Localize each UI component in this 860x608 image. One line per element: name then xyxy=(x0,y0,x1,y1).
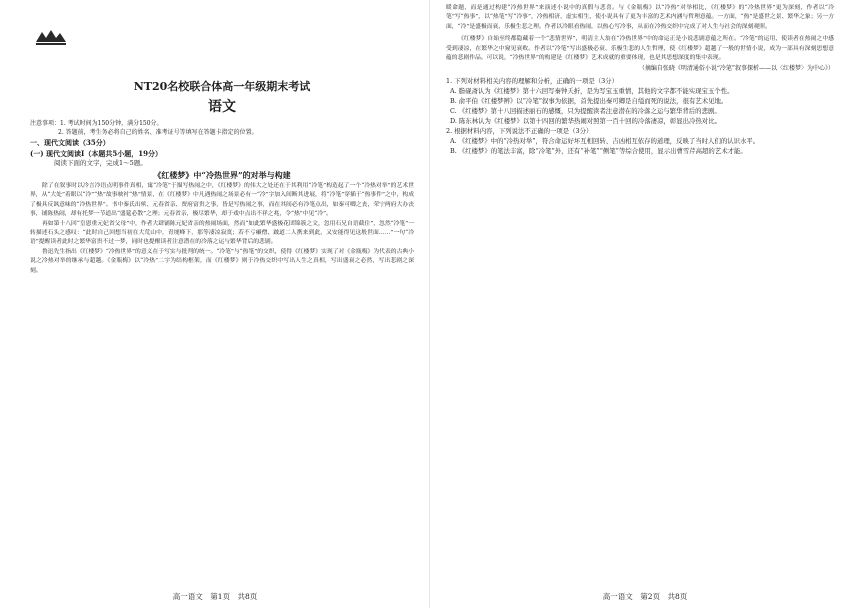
question-2 xyxy=(446,126,834,156)
exam-notes xyxy=(30,119,414,137)
exam-page-right xyxy=(430,0,860,608)
subject-title: 语文 xyxy=(208,99,236,115)
option-c: C. 《红楼梦》第十八回描述丽石的感慨，只为提醒读者注意潜在的冷落之运与繁华背后的悲剧。 xyxy=(450,106,721,115)
article-paragraph: 暖命题，而是通过构建“冷热世界”来演述小说中的真假与悲喜。与《金瓶梅》以“冷热”对举相比，《红楼梦》的“冷热世界”更为深刻，作者以“冷笔”写“热事”，以“热笔”写“冷事”，冷热相济，虚实相生，使小说具有了更为丰富的艺术内涵与哲理意蕴。一方面，“热”是盛世之景、繁华之象；另一方面，“冷”是盛极而衰、乐极生悲之理。作者以冷眼看热闹，以热心写冷事，从而在冷热交织中完成了对人生与社会的深刻观照。 xyxy=(446,5,834,30)
page-footer: 高一语文 第1页 共8页 xyxy=(172,592,258,601)
question-stem: 2. 根据材料内容，下列说法不正确的一项是（3分） xyxy=(446,126,593,135)
question-1 xyxy=(446,76,834,126)
page-footer: 高一语文 第2页 共8页 xyxy=(602,592,688,601)
option-b: B. 《红楼梦》的笔法丰富，除“冷笔”外，还有“补笔”“侧笔”等综合使用，显示出曹雪芹高超的艺术才能。 xyxy=(450,146,747,155)
article-paragraph: 除了在叙事时以冷言冷语点明事件真相，寓“冷笔”于描写热闹之中，《红楼梦》的伟大之处还在于其利用“冷笔”构造起了一个“冷热对举”的艺术世界，从“大处”着眼以“冷”“热”故事映衬“热”情景，在《红楼梦》中凡遇热闹之场景必有一“冷”字加入间断其进展，将“冷笔”穿插于“热事件”之中，构成了极具反讽意味的“冷热世界”。书中秦氏出殡、元春省亲、贾府富贵之事，皆是写热闹之事，而在其间必有冷笔点出，如秦可卿之丧，荣宁两府大办丧事，铺陈热闹，却有托梦一节道出“盛筵必散”之理；元春省亲，极尽繁华，却于戏中点出不祥之兆，令“热”中见“冷”。 xyxy=(30,183,414,218)
reading-instruction: 阅读下面的文字，完成1～5题。 xyxy=(54,159,147,167)
option-b: B. 俞平伯《红楼梦辨》以“冷笔”叙事为依据，首先提出秦可卿是自缢而死的说法，很有艺术见地。 xyxy=(450,96,728,105)
question-stem: 1. 下列对材料相关内容的理解和分析，正确的一项是（3分） xyxy=(446,76,618,85)
article-title: 《红楼梦》中“冷热世界”的对举与构建 xyxy=(153,170,291,180)
option-a: A. 《红楼梦》中的“冷热对举”，符合命运好坏互相回转、吉凶相互依存的道理，反映了当时人们的认识水平。 xyxy=(450,136,760,145)
exam-title: NT20名校联合体高一年级期末考试 xyxy=(133,80,311,93)
article-source: （摘编自张晓《明清通俗小说“冷笔”叙事探析——以〈红楼梦〉为中心》） xyxy=(638,65,834,73)
article-paragraph: 鲁迅先生指出《红楼梦》“冷热世界”的意义在于写实与批判的统一。“冷笔”与“热笔”的交织，使得《红楼梦》实现了对《金瓶梅》为代表的古典小说之冷热对举的继承与超越。《金瓶梅》以“冷热”二字为结构框架，而《红楼梦》则于冷热交织中写出人生之真相，写出盛衰之必然，写出悲剧之深刻。 xyxy=(30,248,414,274)
option-d: D. 陈东林认为《红楼梦》以第十四回的繁华热闹对照第一百十回的冷落凄凉，彰显出冷热对比。 xyxy=(450,116,721,125)
note-line: 2. 答题前，考生务必将自己的姓名、准考证号等填写在答题卡指定的位置。 xyxy=(58,129,258,136)
part-heading: (一) 现代文阅读Ⅰ（本题共5小题，19分） xyxy=(30,149,162,158)
article-paragraph: 再如第十八回“皇恩重元妃省父母”中，作者大肆铺陈元妃省亲的热闹场面，然而“如此繁华盛极花团锦簇之文，忽用石兄自语截住”，忽然“冷笔”一转描述石头之感叹：“此时自己回想当初在大荒山中，青埂峰下，那等凄凉寂寞；若不亏癞僧、跛道二人携来到此，又安能得见这般世面……”一句“冷语”提醒读者此时之繁华富贵不过一梦，同时也提醒读者注意潜在的冷落之运与繁华背后的悲剧。 xyxy=(30,220,414,246)
option-a: A. 脂砚斋认为《红楼梦》第十六回写秦钟夭折，是为写宝玉重情，其他的文字都不能实现宝玉个性。 xyxy=(450,86,734,95)
article-paragraph: 《红楼梦》自始至终都隐藏着一个“悲情世界”，明清主人翁在“冷热世界”中的命运正是小说悲剧意蕴之所在。“冷笔”的运用，使读者在热闹之中感受到凄凉，在繁华之中窥见衰败。作者以“冷笔”写出盛极必衰、乐极生悲的人生哲理，使《红楼梦》超越了一般的世情小说，成为一部具有深刻思想意蕴的悲剧作品。可以说，“冷热世界”的构建是《红楼梦》艺术成就的重要体现，也是其思想深度的集中表现。 xyxy=(446,36,834,62)
note-line: 注意事项：1. 考试时间为150分钟，满分150分。 xyxy=(30,120,163,127)
logo-icon xyxy=(34,28,68,48)
section-heading: 一、现代文阅读（35分） xyxy=(30,138,110,147)
